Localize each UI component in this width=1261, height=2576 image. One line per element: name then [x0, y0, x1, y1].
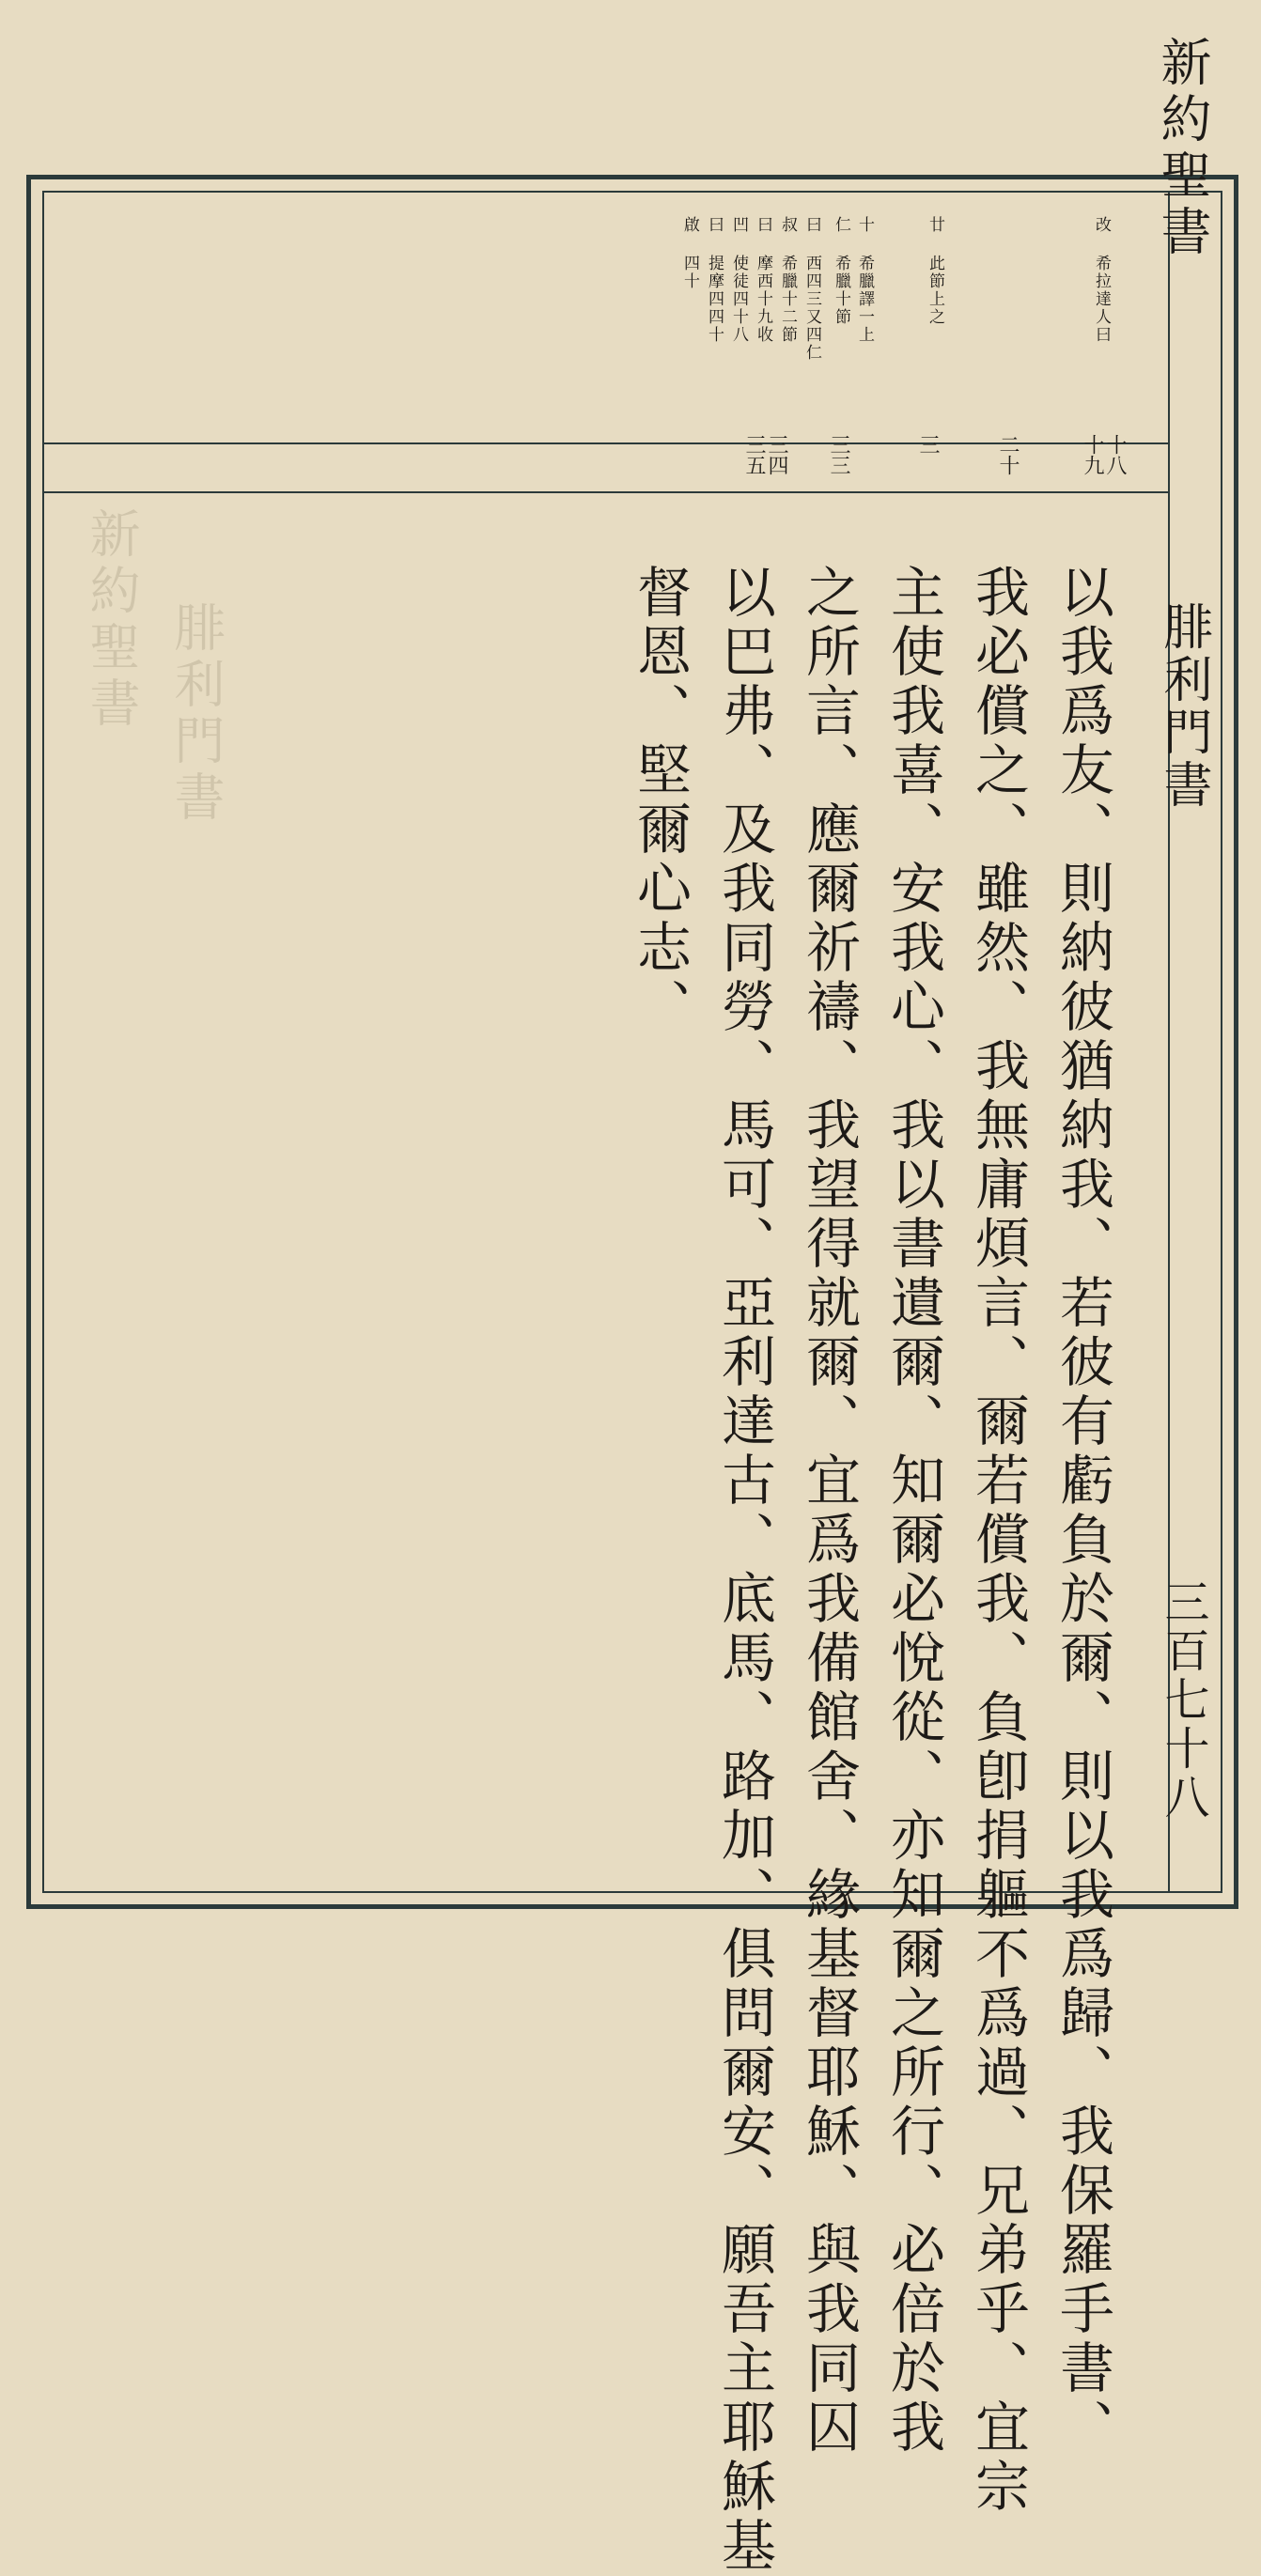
- body-line: 以我爲友、則納彼猶納我、若彼有虧負於爾、則以我爲歸、我保羅手書、: [1051, 564, 1114, 2458]
- verse-number: 三三: [827, 434, 850, 475]
- note-item: 曰 西四三又四仁: [802, 216, 821, 362]
- note-item: 改 希拉達人曰: [1092, 216, 1111, 344]
- note-item: 曰 摩西十九收: [754, 216, 772, 344]
- page-number: 三百七十八: [1157, 1578, 1209, 1823]
- verse-number: 十八 十九: [1081, 434, 1127, 475]
- verse-number: 三四 三五: [742, 434, 788, 475]
- verse-number: 二十: [996, 434, 1020, 475]
- body-line: 我必償之、雖然、我無庸煩言、爾若償我、負卽捐軀不爲過、兄弟乎、宜宗: [966, 564, 1030, 2517]
- verse-number-divider: [44, 491, 1168, 493]
- note-item: 仁 希臘十節: [832, 216, 850, 326]
- verse-number: 三: [916, 434, 940, 455]
- note-item: 十 希臘譯一上: [855, 216, 874, 344]
- bleed-through-text: 新約聖書: [82, 507, 141, 733]
- note-item: 叔 希臘十二節: [778, 216, 797, 344]
- body-line: 督恩、堅爾心志、: [628, 564, 692, 1037]
- note-item: 凹 使徒四十八: [729, 216, 748, 344]
- book-title: 新約聖書: [1153, 36, 1212, 261]
- body-line: 主使我喜、安我心、我以書遺爾、知爾必悅從、亦知爾之所行、必倍於我: [881, 564, 945, 2458]
- page-frame-inner: [42, 191, 1222, 1893]
- body-line: 之所言、應爾祈禱、我望得就爾、宜爲我備館舍、緣基督耶穌、與我同囚: [797, 564, 861, 2458]
- note-item: 廿 此節上之: [926, 216, 944, 326]
- bleed-through-text: 腓利門書: [166, 601, 226, 827]
- note-item: 啟 四十: [680, 216, 699, 290]
- note-item: 曰 提摩四四十: [705, 216, 724, 344]
- section-title: 腓利門書: [1155, 601, 1211, 812]
- body-line: 以巴弗、及我同勞、馬可、亞利達古、底馬、路加、俱問爾安、願吾主耶穌基: [712, 564, 776, 2576]
